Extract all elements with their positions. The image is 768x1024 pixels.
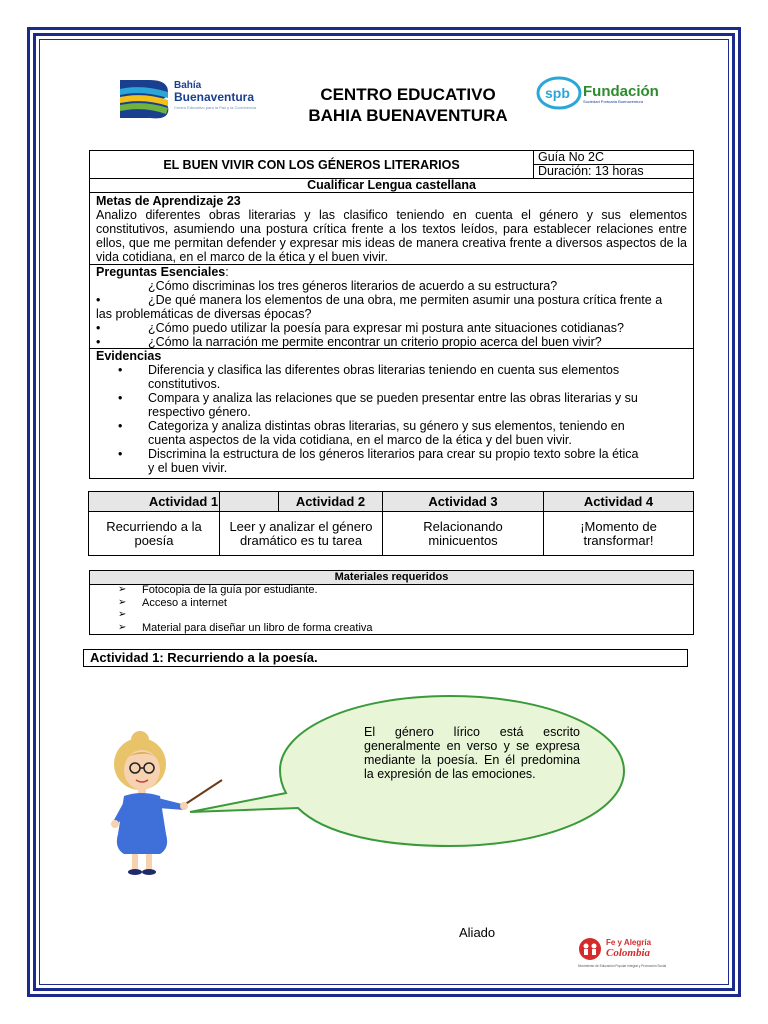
bubble-text: El género lírico está escrito generalmente en verso y se expresa mediante la poesía. En él predomina la expresión de las emociones. (364, 725, 580, 781)
material-item (118, 609, 373, 622)
activity-header-2: Actividad 2 (279, 492, 383, 512)
evidence-item (96, 419, 687, 433)
activities-table (88, 491, 694, 556)
evidence-item-continued: respectivo género. (148, 405, 251, 419)
material-text: Fotocopia de la guía por estudiante. (142, 584, 318, 596)
fya-line2: Colombia (606, 947, 651, 959)
ally-label: Aliado (459, 925, 496, 940)
question-item (96, 335, 687, 349)
bahia-buenaventura-logo (116, 76, 276, 120)
heading-colon: : (225, 265, 229, 279)
arrow-bullet-icon: ➢ (118, 609, 127, 620)
logo-left-line2: Buenaventura (174, 90, 255, 104)
logo-left-tagline: Centro Educativo para la Paz y la Convivencia (174, 105, 257, 110)
activity-1-heading: Actividad 1: Recurriendo a la poesía. (83, 649, 688, 667)
guide-number: Guía No 2C (534, 151, 694, 165)
question-item: ¿Cómo discriminas los tres géneros literarios de acuerdo a su estructura? (148, 279, 558, 293)
learning-goals-section (90, 193, 693, 265)
materials-table (89, 570, 694, 635)
question-item (96, 293, 687, 307)
fundacion-spb-logo (536, 76, 676, 112)
fe-y-alegria-graphic (576, 936, 680, 970)
question-text: ¿Cómo puedo utilizar la poesía para expresar mi postura ante situaciones cotidianas? (148, 321, 624, 335)
subject-row: Cualificar Lengua castellana (90, 179, 693, 193)
materials-list (118, 584, 373, 634)
material-item (118, 597, 373, 610)
activity-cell-4: ¡Momento de transformar! (580, 519, 657, 548)
question-text: ¿De qué manera los elementos de una obra, me permiten asumir una postura crítica frente a (148, 293, 663, 307)
bullet: • (118, 391, 123, 405)
question-text: ¿Cómo la narración me permite encontrar un criterio propio acerca del buen vivir? (148, 335, 602, 349)
material-item (118, 622, 373, 635)
bahia-logo-icon (116, 76, 172, 120)
title-line-2: BAHIA BUENAVENTURA (308, 106, 508, 125)
bullet: • (96, 293, 101, 307)
fya-line1: Fe y Alegría (606, 938, 652, 947)
bullet: • (96, 335, 101, 349)
evidence-heading: Evidencias (96, 349, 162, 363)
fya-small: Movimiento de Educación Popular Integral y Promoción Social (578, 964, 667, 968)
logo-right-name: Fundación (583, 83, 659, 100)
activity-header-divider (219, 492, 220, 511)
bullet: • (118, 363, 123, 377)
evidence-item (96, 363, 687, 377)
evidence-item-continued: constitutivos. (148, 377, 221, 391)
essential-questions-section (90, 265, 693, 349)
evidence-text: Diferencia y clasifica las diferentes obras literarias teniendo en cuenta sus elementos (148, 363, 620, 377)
evidence-text: Discrimina la estructura de los géneros literarios para crear su propio texto sobre la ética (148, 447, 639, 461)
materials-heading: Materiales requeridos (90, 571, 693, 585)
arrow-bullet-icon: ➢ (118, 584, 127, 595)
essential-questions-heading: Preguntas Esenciales (96, 265, 226, 279)
fe-y-alegria-logo (576, 936, 680, 970)
heart-people-icon (579, 938, 601, 960)
activity-header-4: Actividad 4 (544, 492, 693, 512)
learning-goals-heading: Metas de Aprendizaje 23 (96, 194, 241, 208)
evidence-item (96, 447, 687, 461)
question-item (96, 321, 687, 335)
guide-duration: Duración: 13 horas (534, 165, 694, 179)
question-item-continued: las problemáticas de diversas épocas? (96, 307, 312, 321)
activity-header-1: Actividad 1 (89, 492, 279, 512)
evidence-item (96, 391, 687, 405)
spb-mark-text: spb (545, 85, 570, 101)
evidence-section (90, 349, 693, 479)
arrow-bullet-icon: ➢ (118, 621, 127, 633)
logo-left-line1: Bahía (174, 80, 202, 91)
material-text: Acceso a internet (142, 596, 227, 609)
arrow-bullet-icon: ➢ (118, 596, 127, 608)
teacher-illustration (96, 730, 226, 880)
evidence-text: Categoriza y analiza distintas obras literarias, su género y sus elementos, teniendo en (148, 419, 625, 433)
spb-logo-icon (536, 76, 582, 110)
evidence-text: Compara y analiza las relaciones que se pueden presentar entre las obras literarias y su (148, 391, 638, 405)
guide-info-table (89, 150, 694, 479)
guide-title: EL BUEN VIVIR CON LOS GÉNEROS LITERARIOS (90, 151, 534, 179)
bullet: • (118, 419, 123, 433)
title-line-1: CENTRO EDUCATIVO (320, 85, 496, 104)
bullet: • (96, 321, 101, 335)
evidence-item-continued: y el buen vivir. (148, 461, 228, 475)
page-title (270, 84, 546, 126)
activity-header-3: Actividad 3 (383, 492, 544, 512)
material-item (118, 584, 373, 597)
evidence-item-continued: cuenta aspectos de la vida cotidiana, en el marco de la ética y del buen vivir. (148, 433, 572, 447)
learning-goals-text: Analizo diferentes obras literarias y las clasifico teniendo en cuenta el género y sus elementos constitutivos, asumiendo una postura crítica frente a los textos leídos, para establecer relaciones entre ellos, que me permitan defender y expresar mis ideas de manera creativa frente a diversos aspectos de la vida cotidiana, en el marco de la ética y el buen vivir. (96, 208, 687, 264)
material-text: Material para diseñar un libro de forma creativa (142, 621, 373, 634)
activity-cell-2: Leer y analizar el género dramático es tu tarea (220, 512, 383, 556)
logo-right-sub: Sociedad Portuaria Buenaventura (583, 99, 644, 104)
activity-cell-3: Relacionando minicuentos (383, 512, 544, 556)
activity-cell-1: Recurriendo a la poesía (89, 512, 220, 556)
bullet: • (118, 447, 123, 461)
